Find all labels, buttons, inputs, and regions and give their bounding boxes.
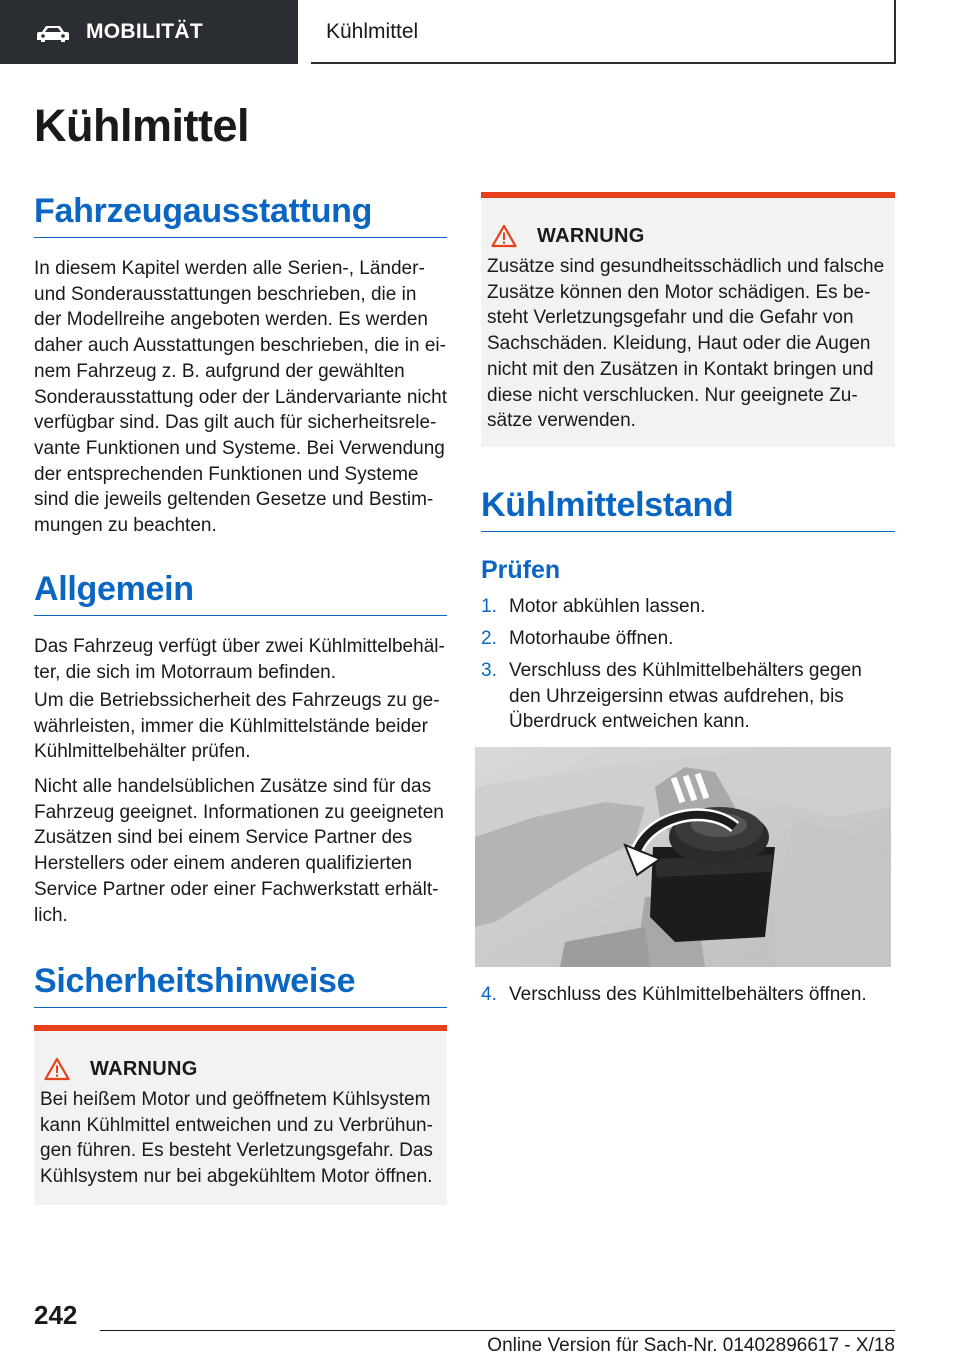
- step-text: Verschluss des Kühlmittelbehälters gegen den Uhrzeigersinn etwas aufdrehen, bis Überdruck entweichen kann.: [509, 660, 862, 733]
- step-item: [481, 982, 895, 1008]
- allgemein-text-2: Um die Betriebssicherheit des Fahrzeugs zu ge- währleisten, immer die Kühlmittelstände beider Kühlmittelbehälter prüfen.: [34, 690, 440, 763]
- page-number: 242: [34, 1300, 78, 1330]
- fahrzeugausstattung-text: In diesem Kapitel werden alle Serien-, Länder- und Sonderausstattungen beschrieben, die in der Modellreihe angeboten werden. Es werden daher auch Ausstattungen beschrieben, die in ei- nem Fahrzeug z. B. aufgrund der gewählten Sonderausstattung oder der Ländervariante nicht verfügbar sind. Das gilt auch für sicherheitsrele- vante Funktionen und Systeme. Bei Verwendung der entsprechenden Funktionen und Systeme sind die jeweils geltenden Gesetze und Bestim- mungen zu beachten.: [34, 258, 447, 537]
- warning-box-hot-engine: [34, 1025, 447, 1205]
- topic-label: Kühlmittel: [326, 20, 419, 43]
- warning-header: [44, 1055, 198, 1083]
- step-number: 4.: [481, 984, 497, 1005]
- heading-allgemein: Allgemein: [34, 570, 447, 616]
- warning-text: Zusätze sind gesundheitsschädlich und falsche Zusätze können den Motor schädigen. Es be- steht Verletzungsgefahr und die Gefahr von Sachschäden. Kleidung, Haut oder die Augen nicht mit den Zusätzen in Kontakt bringen und diese nicht verschlucken. Nur geeignete Zu- sätze verwenden.: [487, 256, 885, 432]
- warning-text: Bei heißem Motor und geöffnetem Kühlsystem kann Kühlmittel entweichen und zu Verbrühun- gen führen. Es besteht Verletzungsgefahr. Das Kühlsystem nur bei abgekühltem Motor öffnen.: [40, 1089, 433, 1188]
- step-number: 1.: [481, 596, 497, 617]
- allgemein-text-1: Das Fahrzeug verfügt über zwei Kühlmittelbehäl- ter, die sich im Motorraum befinden.: [34, 636, 445, 683]
- warning-triangle-icon: [44, 1057, 70, 1081]
- step-number: 2.: [481, 628, 497, 649]
- heading-fahrzeugausstattung: Fahrzeugausstattung: [34, 192, 447, 238]
- step-item: [481, 594, 895, 620]
- step-item: [481, 626, 895, 652]
- allgemein-text-3: Nicht alle handelsüblichen Zusätze sind für das Fahrzeug geeignet. Informationen zu geeigneten Zusätzen sind bei einem Service Partner des Herstellers oder einem anderen qualifizierten Service Partner oder einer Fachwerkstatt erhält- lich.: [34, 776, 444, 926]
- step-text: Motor abkühlen lassen.: [509, 596, 706, 617]
- footer-divider: [100, 1330, 895, 1331]
- footer-version-text: Online Version für Sach-Nr. 01402896617 - X/18: [487, 1335, 895, 1356]
- warning-triangle-icon: [491, 224, 517, 248]
- heading-pruefen: Prüfen: [481, 556, 561, 584]
- car-icon: [36, 25, 70, 43]
- step-number: 3.: [481, 660, 497, 681]
- heading-kuehlmittelstand: Kühlmittelstand: [481, 486, 895, 532]
- coolant-reservoir-photo: [475, 747, 891, 967]
- warning-header: [491, 222, 645, 250]
- warning-box-additives: [481, 192, 895, 447]
- step-item: [481, 658, 895, 735]
- section-label: MOBILITÄT: [86, 20, 204, 43]
- topic-header: [311, 0, 896, 64]
- warning-title: WARNUNG: [90, 1057, 198, 1080]
- heading-sicherheitshinweise: Sicherheitshinweise: [34, 962, 447, 1008]
- section-tab: [0, 0, 298, 64]
- step-text: Verschluss des Kühlmittelbehälters öffnen.: [509, 984, 867, 1005]
- warning-title: WARNUNG: [537, 224, 645, 247]
- step-text: Motorhaube öffnen.: [509, 628, 674, 649]
- page-title: Kühlmittel: [34, 100, 249, 151]
